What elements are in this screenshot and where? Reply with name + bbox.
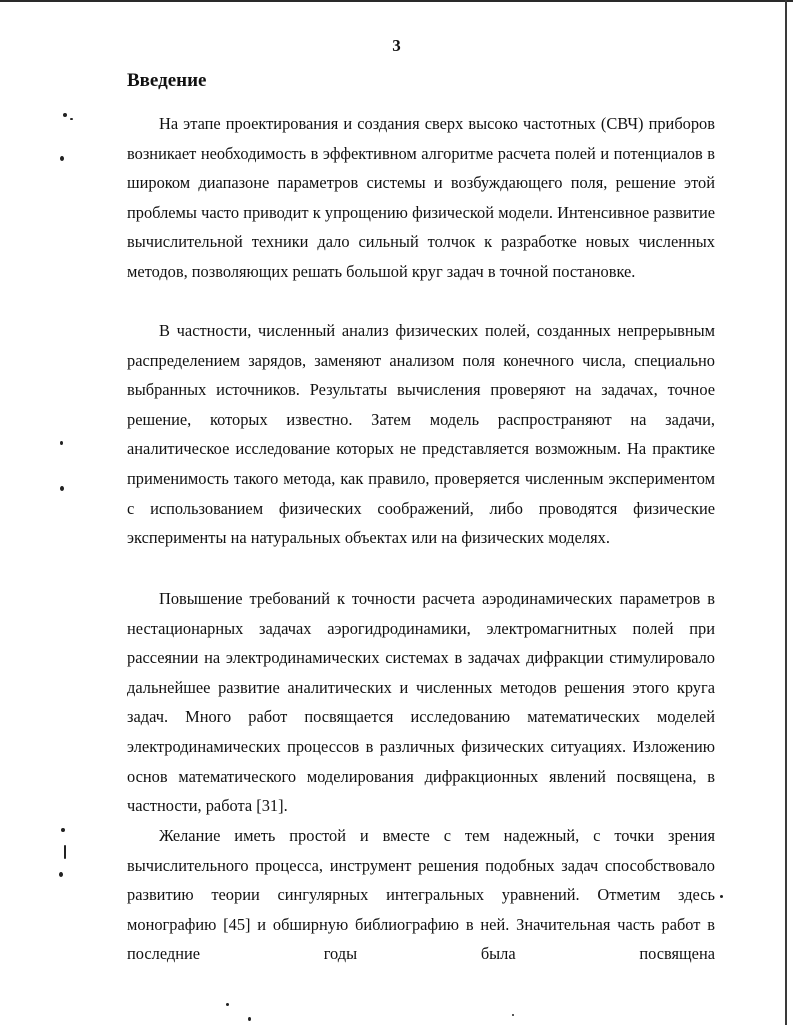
scan-speck bbox=[64, 845, 66, 859]
scan-speck bbox=[720, 895, 723, 898]
scan-right-edge bbox=[785, 0, 787, 1025]
paragraph-4: Желание иметь простой и вместе с тем надежный, с точки зрения вычислительного процесса, инструмент решения подобных задач способствовало развитию теории сингулярных интегральных уравнений. Отметим здесь монографию [45] и обширную библиографию в ней. Значительная часть работ в последние годы была посвящена bbox=[127, 826, 715, 964]
scan-speck bbox=[61, 828, 65, 832]
scan-speck bbox=[248, 1017, 251, 1021]
scan-speck bbox=[60, 156, 64, 161]
paragraph-1: На этапе проектирования и создания сверх высоко частотных (СВЧ) приборов возникает необходимость в эффективном алгоритме расчета полей и потенциалов в широком диапазоне параметров системы и возбуждающего поля, решение этой проблемы часто приводит к упрощению физической модели. Интенсивное развитие вычислительной техники дало сильный толчок к разработке новых численных методов, позволяющих решать большой круг задач в точной постановке. bbox=[127, 114, 715, 281]
page-number: 3 bbox=[392, 36, 401, 55]
paragraph-3: Повышение требований к точности расчета аэродинамических параметров в нестационарных задачах аэрогидродинамики, электромагнитных полей при рассеянии на электродинамических системах в задачах дифракции стимулировало дальнейшее развитие аналитических и численных методов решения этого круга задач. Много работ посвящается исследованию математических моделей электродинамических процессов в различных физических ситуациях. Изложению основ математического моделирования дифракционных явлений посвящена, в частности, работа [31]. bbox=[127, 589, 715, 816]
scan-speck bbox=[70, 118, 73, 120]
scan-speck bbox=[63, 113, 67, 117]
scan-top-edge bbox=[0, 0, 793, 2]
scan-speck bbox=[226, 1003, 229, 1006]
scan-speck bbox=[512, 1014, 514, 1016]
scan-speck bbox=[60, 441, 63, 445]
scan-speck bbox=[60, 486, 64, 491]
paragraph-2: В частности, численный анализ физических полей, созданных непрерывным распределением зарядов, заменяют анализом поля конечного числа, специально выбранных источников. Результаты вычисления проверяют на задачах, точное решение, которых известно. Затем модель распространяют на задачи, аналитическое исследование которых не представляется возможным. На практике применимость такого метода, как правило, проверяется численным экспериментом с использованием физических соображений, либо проводятся физические эксперименты на натуральных объектах или на физических моделях. bbox=[127, 321, 715, 548]
section-heading: Введение bbox=[127, 70, 207, 91]
scan-speck bbox=[59, 872, 63, 877]
